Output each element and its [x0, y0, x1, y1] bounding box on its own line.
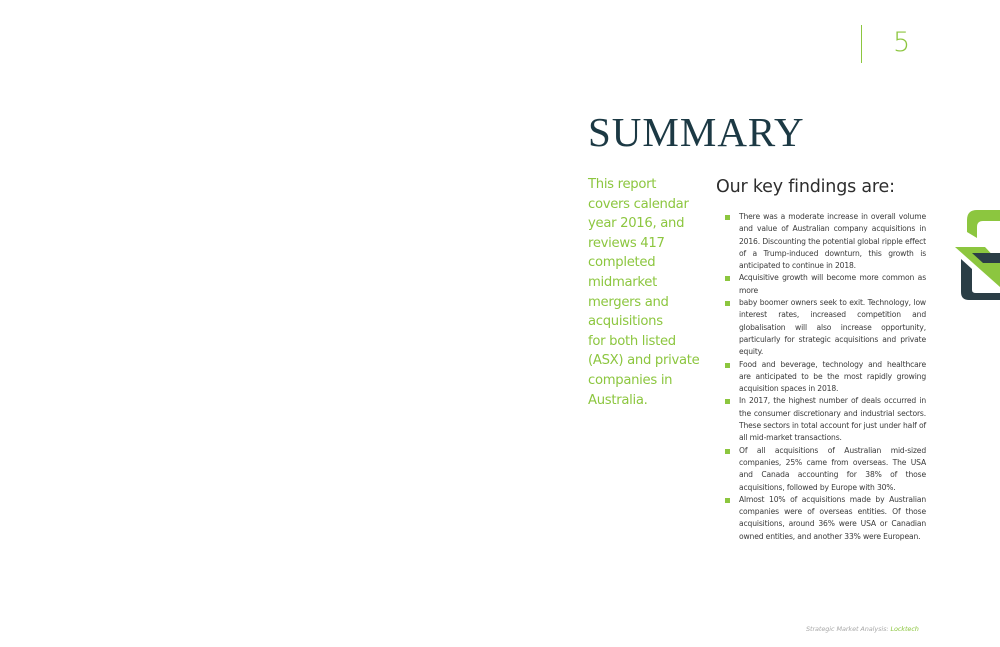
- finding-text: Of all acquisitions of Australian mid-sized companies, 25% came from overseas. The USA and Canada accounting for 38% of those acquisitions, followed by Europe with 30%.: [739, 445, 926, 492]
- intro-line: year 2016, and: [588, 216, 685, 232]
- intro-line: companies in: [588, 372, 673, 388]
- finding-item: [724, 272, 926, 297]
- bullet-square-icon: [725, 399, 730, 404]
- footer-label: Strategic Market Analysis:: [806, 625, 891, 633]
- footer-brand: Locktech: [890, 625, 919, 633]
- page-number: 5: [893, 27, 911, 58]
- intro-line: for both listed: [588, 333, 676, 349]
- bullet-square-icon: [725, 215, 730, 220]
- finding-item: [724, 494, 926, 543]
- finding-text: Almost 10% of acquisitions made by Australian companies were of overseas entities. Of those acquisitions, around 36% were USA or Canadian owned entities, and another 33% were European.: [739, 494, 926, 541]
- findings-list: [724, 211, 926, 543]
- bullet-square-icon: [725, 276, 730, 281]
- finding-item: [724, 359, 926, 396]
- finding-text: Acquisitive growth will become more common as more: [739, 273, 926, 295]
- page-number-divider: [861, 25, 862, 63]
- finding-item: [724, 395, 926, 444]
- intro-line: covers calendar: [588, 196, 689, 212]
- intro-line: (ASX) and private: [588, 353, 700, 369]
- finding-item: [724, 211, 926, 272]
- finding-item: [724, 445, 926, 494]
- finding-text: Food and beverage, technology and healthcare are anticipated to be the most rapidly growing acquisition spaces in 2018.: [739, 359, 926, 394]
- bullet-square-icon: [725, 301, 730, 306]
- bullet-square-icon: [725, 363, 730, 368]
- finding-text: In 2017, the highest number of deals occurred in the consumer discretionary and industrial sectors. These sectors in total account for just under half of all mid-market transactions.: [739, 396, 926, 443]
- intro-line: completed: [588, 255, 656, 271]
- intro-line: acquisitions: [588, 314, 663, 330]
- bullet-square-icon: [725, 449, 730, 454]
- locktech-logo-icon: [955, 205, 1000, 300]
- findings-heading: Our key findings are:: [716, 177, 895, 197]
- intro-line: reviews 417: [588, 235, 665, 251]
- footer: [806, 625, 919, 633]
- intro-line: Australia.: [588, 392, 648, 408]
- intro-line: mergers and: [588, 294, 669, 310]
- intro-line: midmarket: [588, 274, 657, 290]
- intro-paragraph: [588, 175, 703, 410]
- finding-text: baby boomer owners seek to exit. Technology, low interest rates, increased competition and globalisation will also increase opportunity, particularly for strategic acquisitions and private equity.: [739, 298, 926, 357]
- intro-line: This report: [588, 177, 657, 192]
- finding-item: [724, 297, 926, 358]
- finding-text: There was a moderate increase in overall volume and value of Australian company acquisitions in 2016. Discounting the potential global ripple effect of a Trump-induced downturn, this growth is anticipated to continue in 2018.: [739, 212, 926, 271]
- bullet-square-icon: [725, 498, 730, 503]
- page-title: SUMMARY: [588, 109, 805, 155]
